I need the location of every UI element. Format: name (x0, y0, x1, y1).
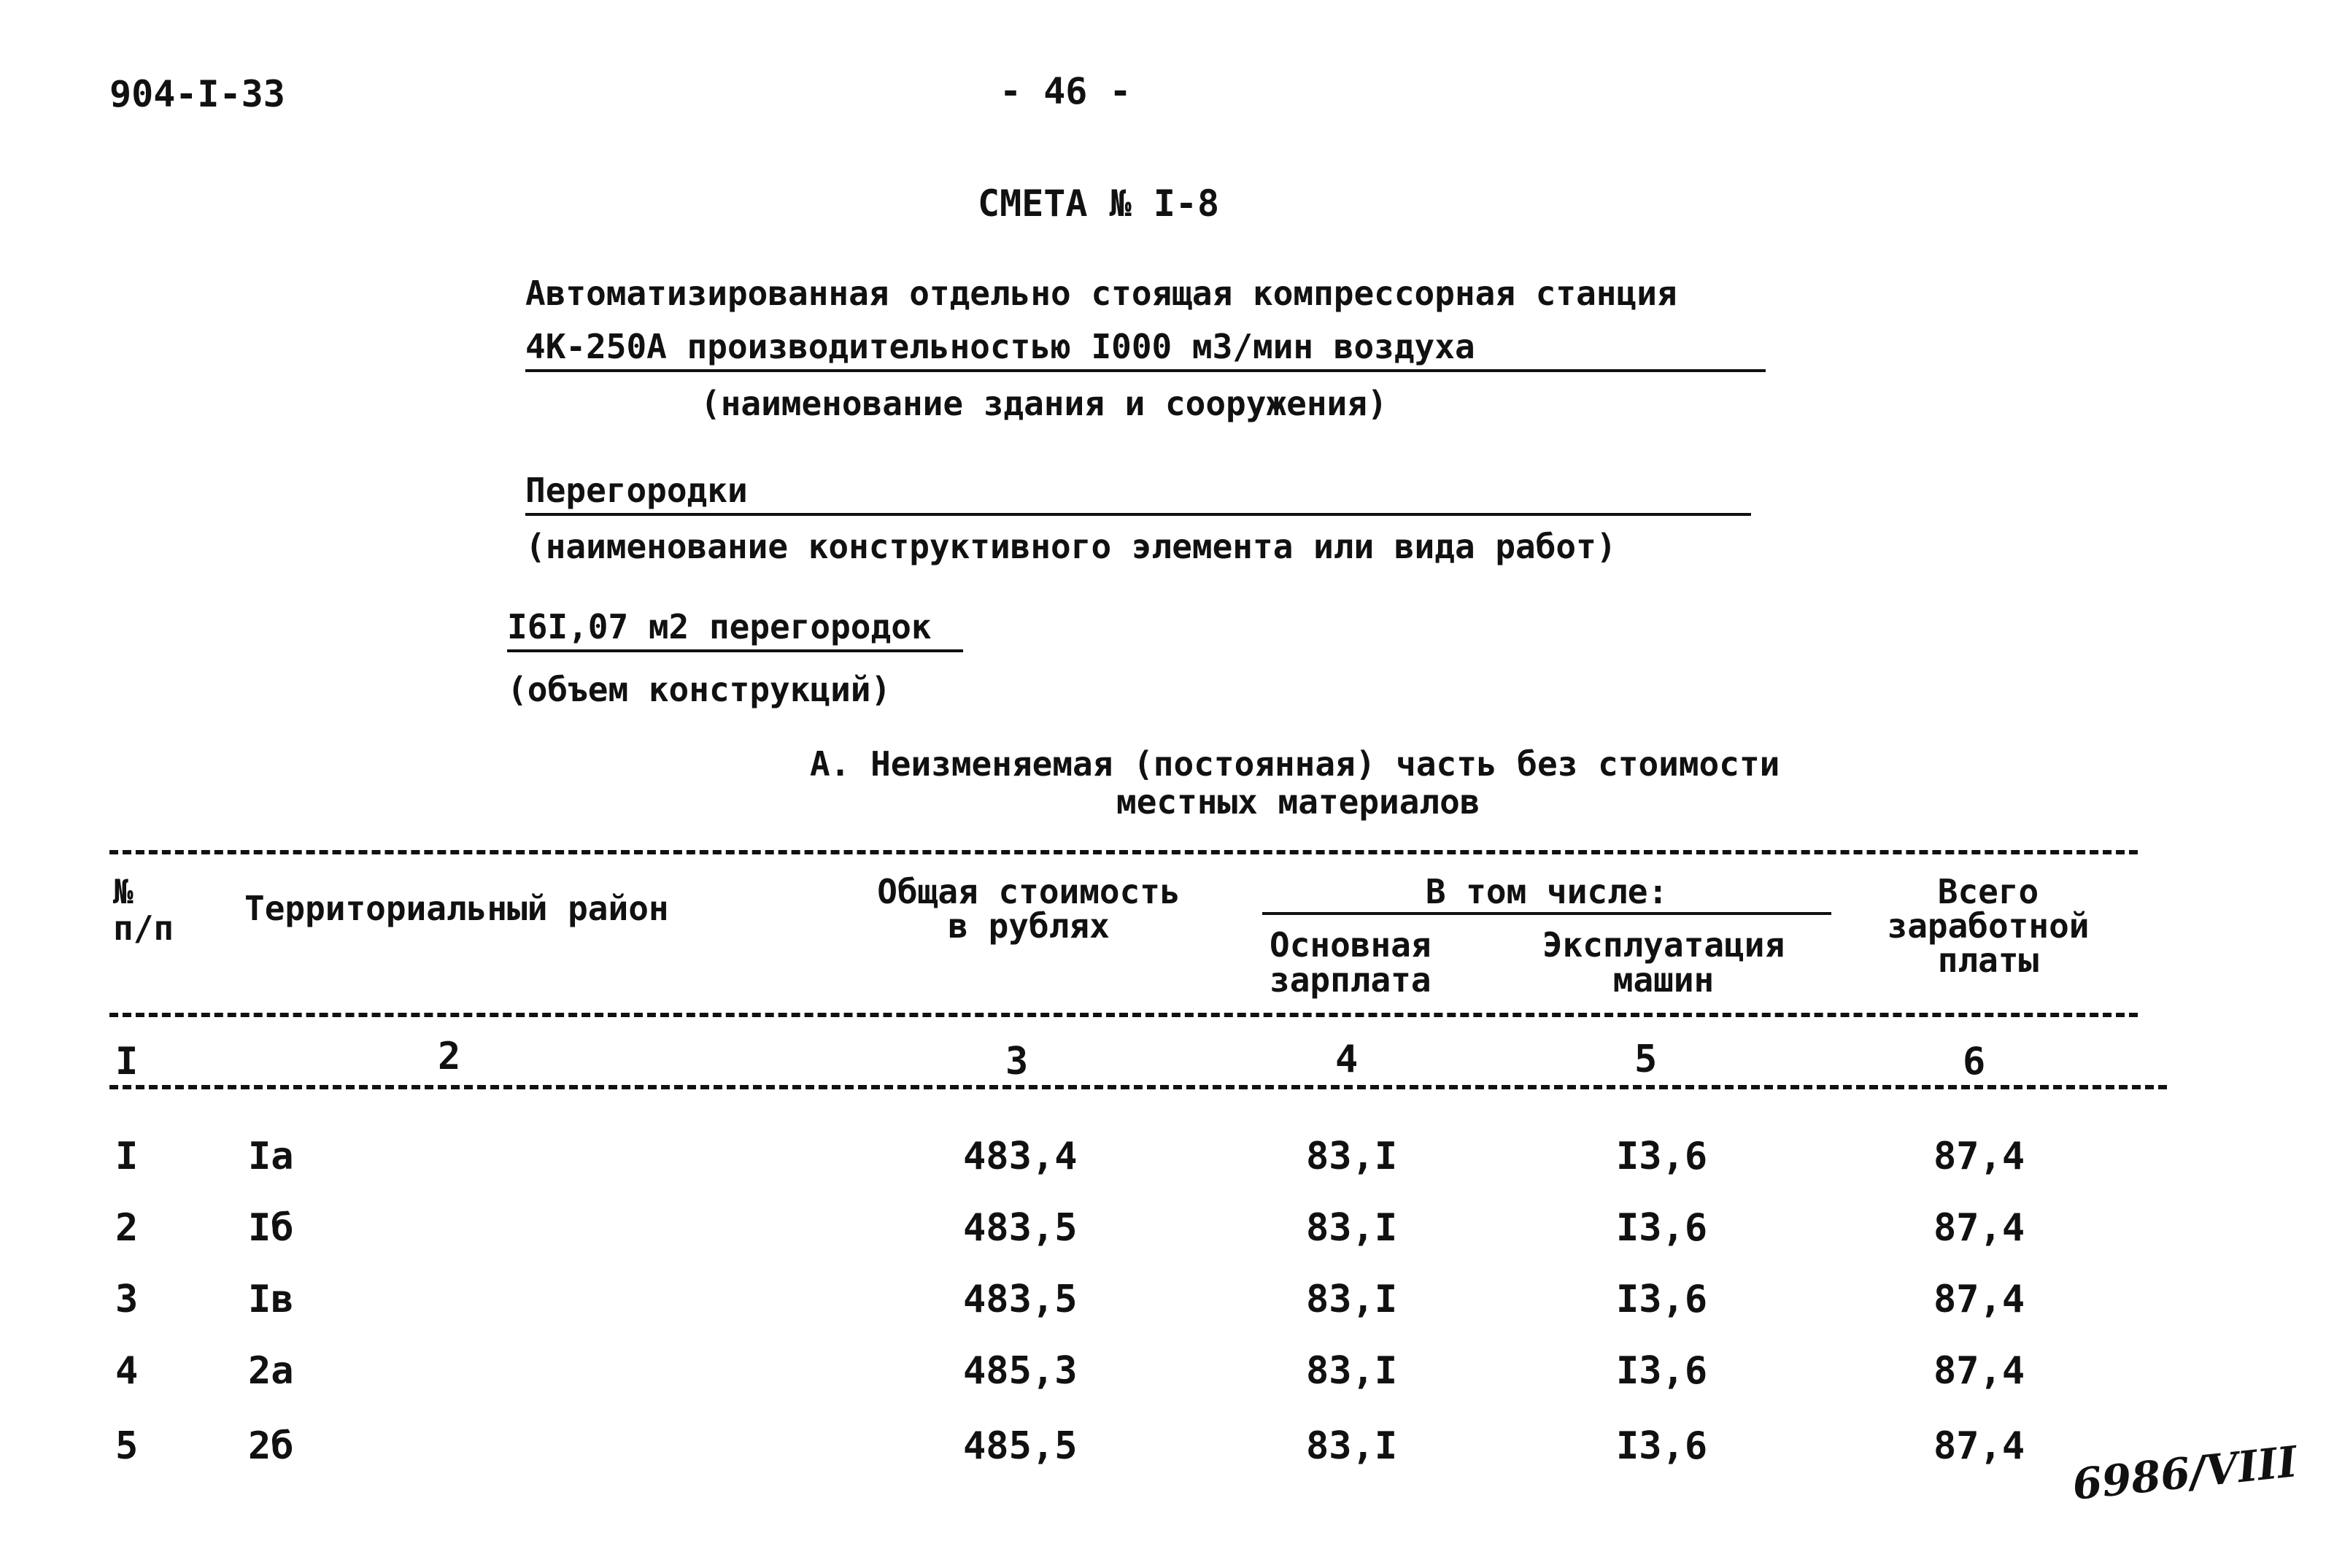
page-number: - 46 - (1000, 70, 1132, 112)
row-5-region: 2б (248, 1424, 294, 1468)
section-title-line1: А. Неизменяемая (постоянная) часть без стоимости (810, 744, 1780, 784)
row-3-allwage: 87,4 (1933, 1278, 2025, 1321)
row-2-allwage: 87,4 (1933, 1206, 2025, 1250)
row-1-wage: 83,I (1306, 1135, 1398, 1178)
header-allwage-line1: Всего (1937, 872, 2039, 911)
row-3-num: 3 (115, 1278, 139, 1321)
row-4-allwage: 87,4 (1933, 1349, 2025, 1393)
col-number-5: 5 (1634, 1038, 1658, 1081)
element-name-underline (525, 513, 1751, 516)
col-numbers-border (109, 1085, 2167, 1089)
header-num-symbol: № (113, 872, 134, 911)
col-number-3: 3 (1005, 1040, 1029, 1084)
row-2-wage: 83,I (1306, 1206, 1398, 1250)
row-2-num: 2 (115, 1206, 139, 1250)
table-top-border (109, 850, 2138, 854)
row-3-wage: 83,I (1306, 1278, 1398, 1321)
row-5-total: 485,5 (963, 1424, 1078, 1468)
header-wage-line2: зарплата (1270, 960, 1431, 1000)
row-1-total: 483,4 (963, 1135, 1078, 1178)
estimate-title: СМЕТА № I-8 (978, 182, 1220, 225)
header-region: Территориальный район (244, 889, 669, 928)
volume-caption: (объем конструкций) (507, 670, 892, 709)
row-1-region: Iа (248, 1135, 294, 1178)
element-name: Перегородки (525, 471, 748, 510)
header-total-line1: Общая стоимость (877, 872, 1181, 911)
row-3-region: Iв (248, 1278, 294, 1321)
handwritten-note: 6986/VIII (2070, 1437, 2300, 1510)
col-number-2: 2 (438, 1035, 461, 1078)
col-number-1: I (115, 1040, 139, 1084)
row-5-allwage: 87,4 (1933, 1424, 2025, 1468)
row-3-machines: I3,6 (1616, 1278, 1708, 1321)
building-name-line2-text: 4К-250А производительностью I000 м3/мин воздуха (525, 327, 1475, 366)
header-machines-line1: Эксплуатация (1542, 925, 1785, 965)
row-4-machines: I3,6 (1616, 1349, 1708, 1393)
volume-underline (507, 649, 963, 652)
header-machines-line2: машин (1612, 960, 1715, 1000)
header-total-line2: в рублях (948, 906, 1110, 946)
row-5-machines: I3,6 (1616, 1424, 1708, 1468)
building-name-line2 (525, 327, 1766, 369)
header-including: В том числе: (1425, 872, 1669, 911)
building-name-underline (525, 369, 1766, 372)
row-2-total: 483,5 (963, 1206, 1078, 1250)
row-4-region: 2а (248, 1349, 294, 1393)
construction-volume: I6I,07 м2 перегородок (507, 607, 932, 646)
col-number-4: 4 (1335, 1038, 1359, 1081)
building-caption: (наименование здания и сооружения) (700, 384, 1388, 423)
row-1-allwage: 87,4 (1933, 1135, 2025, 1178)
row-4-num: 4 (115, 1349, 139, 1393)
row-5-wage: 83,I (1306, 1424, 1398, 1468)
header-allwage-line2: заработной (1887, 906, 2090, 946)
header-wage-line1: Основная (1270, 925, 1431, 965)
row-2-machines: I3,6 (1616, 1206, 1708, 1250)
header-including-underline (1262, 912, 1831, 915)
section-title-line2: местных материалов (1116, 782, 1480, 822)
header-bottom-border (109, 1013, 2138, 1017)
row-2-region: Iб (248, 1206, 294, 1250)
building-name-line1: Автоматизированная отдельно стоящая компрессорная станция (525, 274, 1677, 313)
row-1-machines: I3,6 (1616, 1135, 1708, 1178)
header-num-label: п/п (113, 908, 174, 948)
row-4-wage: 83,I (1306, 1349, 1398, 1393)
document-code: 904-I-33 (109, 73, 285, 115)
col-number-6: 6 (1963, 1040, 1986, 1084)
row-4-total: 485,3 (963, 1349, 1078, 1393)
row-1-num: I (115, 1135, 139, 1178)
row-5-num: 5 (115, 1424, 139, 1468)
element-caption: (наименование конструктивного элемента или вида работ) (525, 527, 1617, 566)
header-allwage-line3: платы (1937, 941, 2039, 980)
row-3-total: 483,5 (963, 1278, 1078, 1321)
